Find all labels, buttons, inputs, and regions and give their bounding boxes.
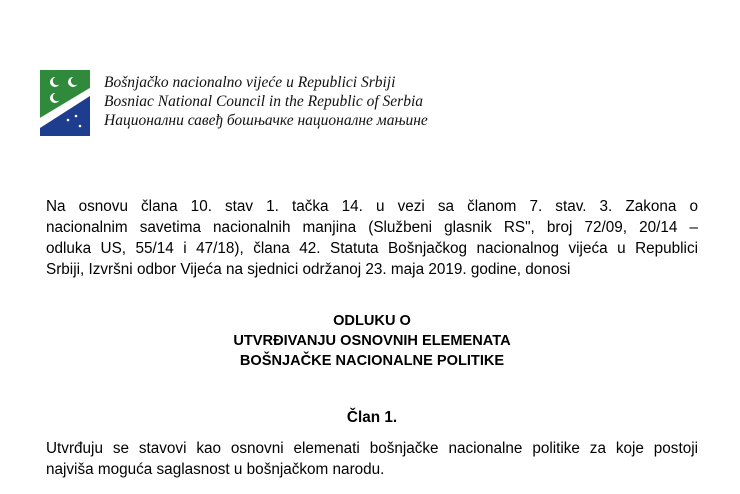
- decision-title-line: UTVRĐIVANJU OSNOVNIH ELEMENATA: [233, 333, 511, 349]
- document-header: [40, 68, 428, 136]
- org-name-cyrillic: Национални савеђ бошњачке националне мањине: [104, 112, 428, 129]
- bosniac-flag-emblem-icon: [40, 70, 90, 136]
- decision-title: [46, 311, 698, 371]
- legal-basis-line: Na osnovu člana 10. stav 1. tačka 14. u vezi sa članom 7. stav. 3. Zakona o: [46, 198, 698, 215]
- article-body-line: Utvrđuju se stavovi kao osnovni elemenati bošnjačke nacionalne politike za koje postoji: [46, 440, 698, 457]
- article-body: [46, 438, 698, 480]
- legal-basis-line: Srbiji, Izvršni odbor Vijeća na sjednici održanoj 23. maja 2019. godine, donosi: [46, 261, 571, 278]
- organization-names: [104, 73, 428, 130]
- article-heading: Član 1.: [346, 409, 398, 426]
- legal-basis-line: nacionalnim savetima nacionalnih manjina (Službeni glasnik RS", broj 72/09, 20/14 –: [46, 219, 698, 236]
- decision-title-line: ODLUKU O: [333, 313, 411, 329]
- org-name-bosnian: Bošnjačko nacionalno vijeće u Republici Srbiji: [104, 74, 396, 91]
- org-name-english: Bosniac National Council in the Republic of Serbia: [104, 93, 424, 110]
- legal-basis-line: odluka US, 55/14 i 47/18), člana 42. Statuta Bošnjačkog nacionalnog vijeća u Republici: [46, 240, 698, 257]
- decision-title-line: BOŠNJAČKE NACIONALNE POLITIKE: [239, 353, 505, 369]
- legal-basis-paragraph: [46, 196, 698, 280]
- article-body-line: najviša moguća saglasnost u bošnjačkom narodu.: [46, 461, 385, 478]
